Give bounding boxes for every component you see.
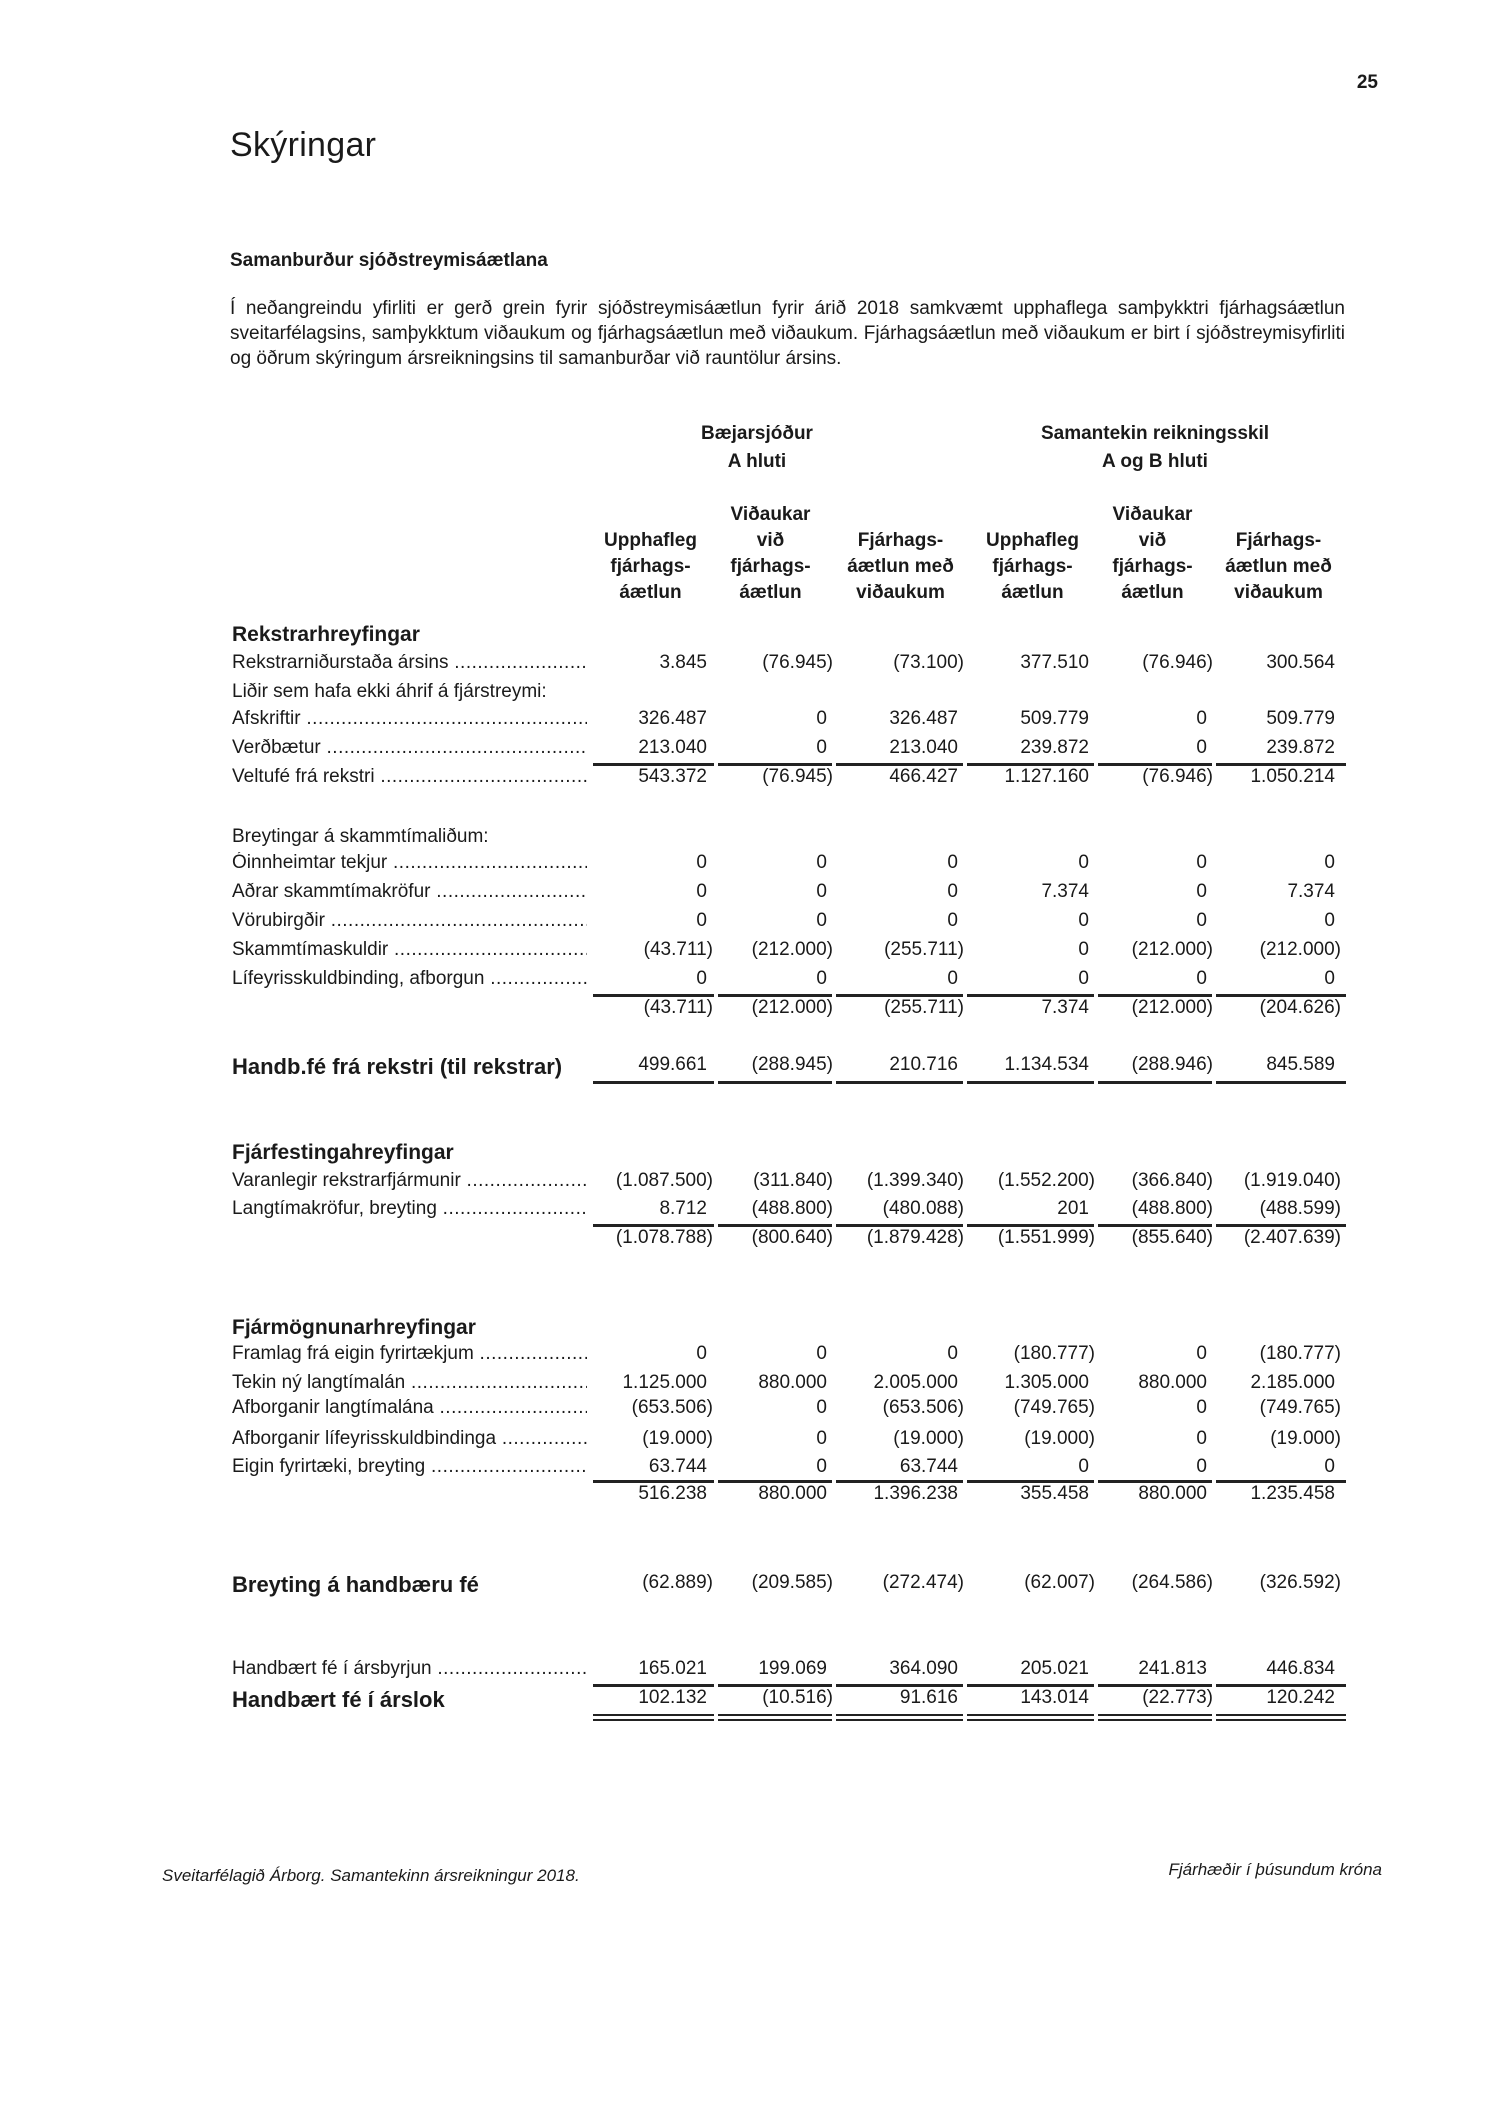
footer-currency-note: Fjárhæðir í þúsundum króna [1168,1860,1382,1879]
double-rule [1216,1719,1346,1721]
cell-value: 0 [696,852,707,873]
group-header-a-hluti [567,420,947,476]
sum-rule [718,1480,832,1483]
double-rule [593,1719,714,1721]
column-header-line: áætlun [1001,582,1064,603]
cell-value: (62.007) [1024,1572,1095,1593]
cell-value: (311.840) [753,1170,833,1191]
sum-rule [593,1224,714,1227]
sum-rule [718,1224,832,1227]
table-row [232,708,1352,737]
cell-value: 1.050.214 [1250,766,1335,787]
total-rule [1098,1081,1212,1084]
cell-value: 0 [1078,910,1089,931]
cell-value: 2.005.000 [873,1372,958,1393]
sum-rule [1216,1224,1346,1227]
cell-value: 466.427 [889,766,958,787]
column-header [838,502,963,606]
cell-value: 0 [947,852,958,873]
cell-value: (204.626) [1259,997,1341,1018]
double-rule [1216,1714,1346,1716]
sum-rule [967,763,1094,766]
row-label: Rekstrarhreyfingar [232,623,420,646]
cell-value: 210.716 [889,1054,958,1075]
row-label: Afborganir langtímalána ..... [232,1397,587,1419]
cell-value: (76.945) [762,652,833,673]
cell-value: (19.000) [1024,1428,1095,1449]
sum-rule [1216,763,1346,766]
cell-value: 0 [696,968,707,989]
sum-rule [593,763,714,766]
table-row [232,1658,1352,1687]
column-header-line: Fjárhags- [857,530,944,551]
subtotal-row [232,1483,1352,1512]
table-row [232,652,1352,681]
cell-value: (76.946) [1142,766,1213,787]
cell-value: 880.000 [758,1372,827,1393]
cell-value: (488.800) [751,1198,833,1219]
table-row [232,737,1352,766]
cell-value: 8.712 [659,1198,707,1219]
column-header-line: Upphafleg [986,530,1079,551]
cell-value: 1.125.000 [622,1372,707,1393]
cell-value: (1.552.200) [997,1170,1095,1191]
section-heading-row [232,1316,1352,1345]
cell-value: 880.000 [758,1483,827,1504]
total-row [232,1572,1352,1601]
table-row [232,1428,1352,1457]
sum-rule [1098,1480,1212,1483]
cell-value: 0 [816,1456,827,1477]
cell-value: (2.407.639) [1243,1227,1341,1248]
sum-rule [967,994,1094,997]
cell-value: 364.090 [889,1658,958,1679]
cell-value: 509.779 [1266,708,1335,729]
cell-value: (22.773) [1142,1687,1213,1708]
sum-rule [1098,1684,1212,1687]
cell-value: (209.585) [751,1572,833,1593]
row-label: Handbært fé í ársbyrjun ..... [232,1658,587,1680]
cell-value: (180.777) [1013,1343,1095,1364]
cell-value: (19.000) [893,1428,964,1449]
cell-value: (326.592) [1259,1572,1341,1593]
cell-value: (180.777) [1259,1343,1341,1364]
cell-value: 0 [1196,910,1207,931]
double-rule [836,1719,963,1721]
row-label: Breyting á handbæru fé [232,1572,479,1597]
cell-value: (73.100) [893,652,964,673]
row-label: Eigin fyrirtæki, breyting ..... [232,1456,587,1478]
row-label: Handb.fé frá rekstri (til rekstrar) [232,1054,563,1079]
column-header-line [1216,502,1341,528]
cell-value: 300.564 [1266,652,1335,673]
cell-value: 446.834 [1266,1658,1335,1679]
row-label: Vörubirgðir ..... [232,910,587,932]
subtotal-row [232,997,1352,1026]
row-label: Framlag frá eigin fyrirtækjum ..... [232,1343,587,1365]
total-rule [967,1081,1094,1084]
sum-rule [967,1684,1094,1687]
sum-rule [1216,1480,1346,1483]
cell-value: 0 [1078,852,1089,873]
sum-rule [836,1480,963,1483]
cell-value: 120.242 [1266,1687,1335,1708]
cell-value: (800.640) [751,1227,833,1248]
row-label: Skammtímaskuldir ..... [232,939,587,961]
sum-rule [1098,1224,1212,1227]
footer-company: Sveitarfélagið Árborg. Samantekinn ársreikningur 2018. [162,1866,580,1885]
cell-value: (212.000) [1131,939,1213,960]
column-header-line: áætlun [1121,582,1184,603]
cell-value: 0 [1196,1428,1207,1449]
row-label: Rekstrarniðurstaða ársins ..... [232,652,587,674]
cell-value: 1.305.000 [1004,1372,1089,1393]
cell-value: 165.021 [638,1658,707,1679]
cell-value: (749.765) [1013,1397,1095,1418]
row-label: Fjárfestingahreyfingar [232,1141,454,1164]
cell-value: (76.946) [1142,652,1213,673]
cell-value: (212.000) [751,997,833,1018]
column-header-line: Upphafleg [604,530,697,551]
group-header-line2: A og B hluti [1102,451,1208,472]
total-rule [593,1081,714,1084]
row-label: Liðir sem hafa ekki áhrif á fjárstreymi: [232,681,547,702]
column-header-line: Viðaukar [730,504,811,525]
cell-value: (62.889) [642,1572,713,1593]
double-rule [967,1714,1094,1716]
cell-value: 0 [1196,1397,1207,1418]
table-row [232,826,1352,855]
cell-value: 0 [1196,737,1207,758]
cell-value: 516.238 [638,1483,707,1504]
cell-value: 201 [1057,1198,1089,1219]
group-header-line1: Bæjarsjóður [701,423,813,444]
cell-value: 0 [1078,968,1089,989]
sum-rule [836,1224,963,1227]
cell-value: 199.069 [758,1658,827,1679]
cell-value: (749.765) [1259,1397,1341,1418]
cell-value: 0 [947,881,958,902]
subtotal-row [232,1227,1352,1256]
table-row [232,910,1352,939]
column-header [970,502,1095,606]
cell-value: 509.779 [1020,708,1089,729]
cell-value: (488.599) [1259,1198,1341,1219]
column-header [1216,502,1341,606]
cell-value: (488.800) [1131,1198,1213,1219]
double-rule [593,1714,714,1716]
total-rule [718,1081,832,1084]
cell-value: 0 [947,1343,958,1364]
row-label: Langtímakröfur, breyting ..... [232,1198,587,1220]
column-header [708,502,833,606]
cell-value: 845.589 [1266,1054,1335,1075]
row-label: Veltufé frá rekstri ..... [232,766,587,788]
cell-value: (43.711) [643,997,713,1018]
sum-rule [1216,994,1346,997]
cell-value: (1.879.428) [866,1227,964,1248]
cell-value: 241.813 [1138,1658,1207,1679]
double-rule [718,1714,832,1716]
cell-value: (653.506) [882,1397,964,1418]
cell-value: 1.134.534 [1004,1054,1089,1075]
cell-value: 0 [816,910,827,931]
cell-value: 326.487 [638,708,707,729]
cell-value: (1.919.040) [1243,1170,1341,1191]
row-label: Óinnheimtar tekjur ..... [232,852,587,874]
sum-rule [718,763,832,766]
cell-value: 0 [816,881,827,902]
row-label: Fjármögnunarhreyfingar [232,1316,476,1339]
cell-value: 205.021 [1020,1658,1089,1679]
cell-value: (43.711) [643,939,713,960]
cell-value: 0 [1078,939,1089,960]
cell-value: (366.840) [1131,1170,1213,1191]
section-heading-row [232,1141,1352,1170]
column-header-line [588,502,713,528]
table-row [232,852,1352,881]
cell-value: 63.744 [648,1456,707,1477]
cell-value: 880.000 [1138,1372,1207,1393]
cell-value: 0 [816,852,827,873]
column-header [588,502,713,606]
total-rule [1216,1081,1346,1084]
cell-value: (1.551.999) [997,1227,1095,1248]
page-number: 25 [1356,72,1378,93]
sum-rule [836,763,963,766]
cell-value: 0 [696,881,707,902]
cell-value: 0 [816,968,827,989]
column-header [1090,502,1215,606]
cell-value: 0 [816,1428,827,1449]
cell-value: (1.399.340) [866,1170,964,1191]
cell-value: (212.000) [751,939,833,960]
row-label: Afborganir lífeyrisskuldbindinga ..... [232,1428,587,1450]
cell-value: 880.000 [1138,1483,1207,1504]
cell-value: 0 [1324,1456,1335,1477]
cell-value: 7.374 [1287,881,1335,902]
table-row [232,1170,1352,1199]
total-rule [836,1081,963,1084]
cell-value: 239.872 [1020,737,1089,758]
section-heading-row [232,623,1352,652]
group-header-line2: A hluti [727,451,787,472]
cell-value: 326.487 [889,708,958,729]
cell-value: (480.088) [882,1198,964,1219]
group-header-line1: Samantekin reikningsskil [1040,423,1270,444]
group-header-a-og-b-hluti [965,420,1345,476]
table-row [232,939,1352,968]
intro-paragraph: Í neðangreindu yfirliti er gerð grein fyrir sjóðstreymisáætlun fyrir árið 2018 samkvæmt upphaflega samþykktri fjárhagsáætlun sveitarfélagsins, samþykktum viðaukum og fjárhagsáætlun með viðaukum. Fjárhagsáætlun með viðaukum er birt í sjóðstreymisyfirliti og öðrum skýringum ársreikningsins til samanburðar við rauntölur ársins. [230,298,1345,369]
cell-value: 1.127.160 [1004,766,1089,787]
cell-value: 143.014 [1020,1687,1089,1708]
sum-rule [718,1684,832,1687]
table-row [232,681,1352,710]
section-subtitle: Samanburður sjóðstreymisáætlana [230,250,548,271]
sum-rule [967,1480,1094,1483]
double-rule [836,1714,963,1716]
column-header-line: fjárhags- [610,556,691,577]
cell-value: 7.374 [1041,881,1089,902]
column-header-line: fjárhags- [992,556,1073,577]
cell-value: 2.185.000 [1250,1372,1335,1393]
row-label: Verðbætur ..... [232,737,587,759]
sum-rule [1216,1684,1346,1687]
column-header-line [838,502,963,528]
cell-value: 0 [1196,708,1207,729]
cell-value: (19.000) [642,1428,713,1449]
cell-value: 1.235.458 [1250,1483,1335,1504]
cell-value: 0 [816,708,827,729]
cell-value: (76.945) [762,766,833,787]
column-header-line: Viðaukar [1112,504,1193,525]
row-label: Afskriftir ..... [232,708,587,730]
sum-rule [836,1684,963,1687]
column-header-line: við [1138,530,1167,551]
sum-rule [593,1684,714,1687]
cell-value: 0 [696,910,707,931]
cell-value: (255.711) [884,997,964,1018]
cell-value: 0 [696,1343,707,1364]
cell-value: 0 [1078,1456,1089,1477]
table-row [232,1198,1352,1227]
cell-value: 543.372 [638,766,707,787]
column-header-line: við [756,530,785,551]
cell-value: 0 [1324,968,1335,989]
cell-value: 7.374 [1041,997,1089,1018]
cell-value: (1.078.788) [615,1227,713,1248]
cell-value: (855.640) [1131,1227,1213,1248]
cell-value: 213.040 [889,737,958,758]
cell-value: (272.474) [882,1572,964,1593]
cell-value: (288.945) [751,1054,833,1075]
column-header-line: áætlun [619,582,682,603]
column-header-line: fjárhags- [1112,556,1193,577]
row-label: Lífeyrisskuldbinding, afborgun ..... [232,968,587,990]
table-row [232,1343,1352,1372]
cell-value: 0 [816,1397,827,1418]
cell-value: 91.616 [899,1687,958,1708]
sum-rule [1098,994,1212,997]
double-rule [1098,1714,1212,1716]
cell-value: (255.711) [884,939,964,960]
table-row [232,881,1352,910]
cell-value: 377.510 [1020,652,1089,673]
cell-value: (288.946) [1131,1054,1213,1075]
cell-value: 0 [1324,910,1335,931]
column-header-line: áætlun [739,582,802,603]
page-title: Skýringar [230,126,377,164]
total-row [232,1687,1352,1716]
double-rule [718,1719,832,1721]
cell-value: 0 [816,737,827,758]
cell-value: 3.845 [659,652,707,673]
table-row [232,766,1352,795]
table-row [232,968,1352,997]
cell-value: 0 [1196,968,1207,989]
row-label: Tekin ný langtímalán ..... [232,1372,587,1394]
column-header-line [970,502,1095,528]
cell-value: 213.040 [638,737,707,758]
row-label: Varanlegir rekstrarfjármunir ..... [232,1170,587,1192]
cell-value: (212.000) [1131,997,1213,1018]
total-row [232,1054,1352,1083]
cell-value: 355.458 [1020,1483,1089,1504]
sum-rule [593,1480,714,1483]
column-header-line: Fjárhags- [1235,530,1322,551]
row-label: Aðrar skammtímakröfur ..... [232,881,587,903]
cell-value: 239.872 [1266,737,1335,758]
double-rule [1098,1719,1212,1721]
sum-rule [718,994,832,997]
cell-value: 0 [947,910,958,931]
cell-value: 0 [1196,881,1207,902]
table-row [232,1397,1352,1426]
sum-rule [1098,763,1212,766]
cell-value: (264.586) [1131,1572,1213,1593]
cell-value: 0 [947,968,958,989]
cell-value: 0 [816,1343,827,1364]
cell-value: 63.744 [899,1456,958,1477]
cell-value: 499.661 [638,1054,707,1075]
cell-value: 0 [1324,852,1335,873]
row-label: Handbært fé í árslok [232,1687,445,1712]
cell-value: (19.000) [1270,1428,1341,1449]
sum-rule [836,994,963,997]
cell-value: (653.506) [631,1397,713,1418]
cell-value: (1.087.500) [615,1170,713,1191]
sum-rule [593,994,714,997]
column-header-line: viðaukum [856,582,945,603]
cell-value: 0 [1196,1343,1207,1364]
column-header-line: fjárhags- [730,556,811,577]
cell-value: 0 [1196,1456,1207,1477]
sum-rule [967,1224,1094,1227]
column-header-line: áætlun með [1225,556,1332,577]
cell-value: 1.396.238 [873,1483,958,1504]
double-rule [967,1719,1094,1721]
cell-value: 0 [1196,852,1207,873]
column-header-line: áætlun með [847,556,954,577]
column-header-line: viðaukum [1234,582,1323,603]
row-label: Breytingar á skammtímaliðum: [232,826,489,847]
cell-value: 102.132 [638,1687,707,1708]
cell-value: (212.000) [1259,939,1341,960]
cell-value: (10.516) [762,1687,833,1708]
